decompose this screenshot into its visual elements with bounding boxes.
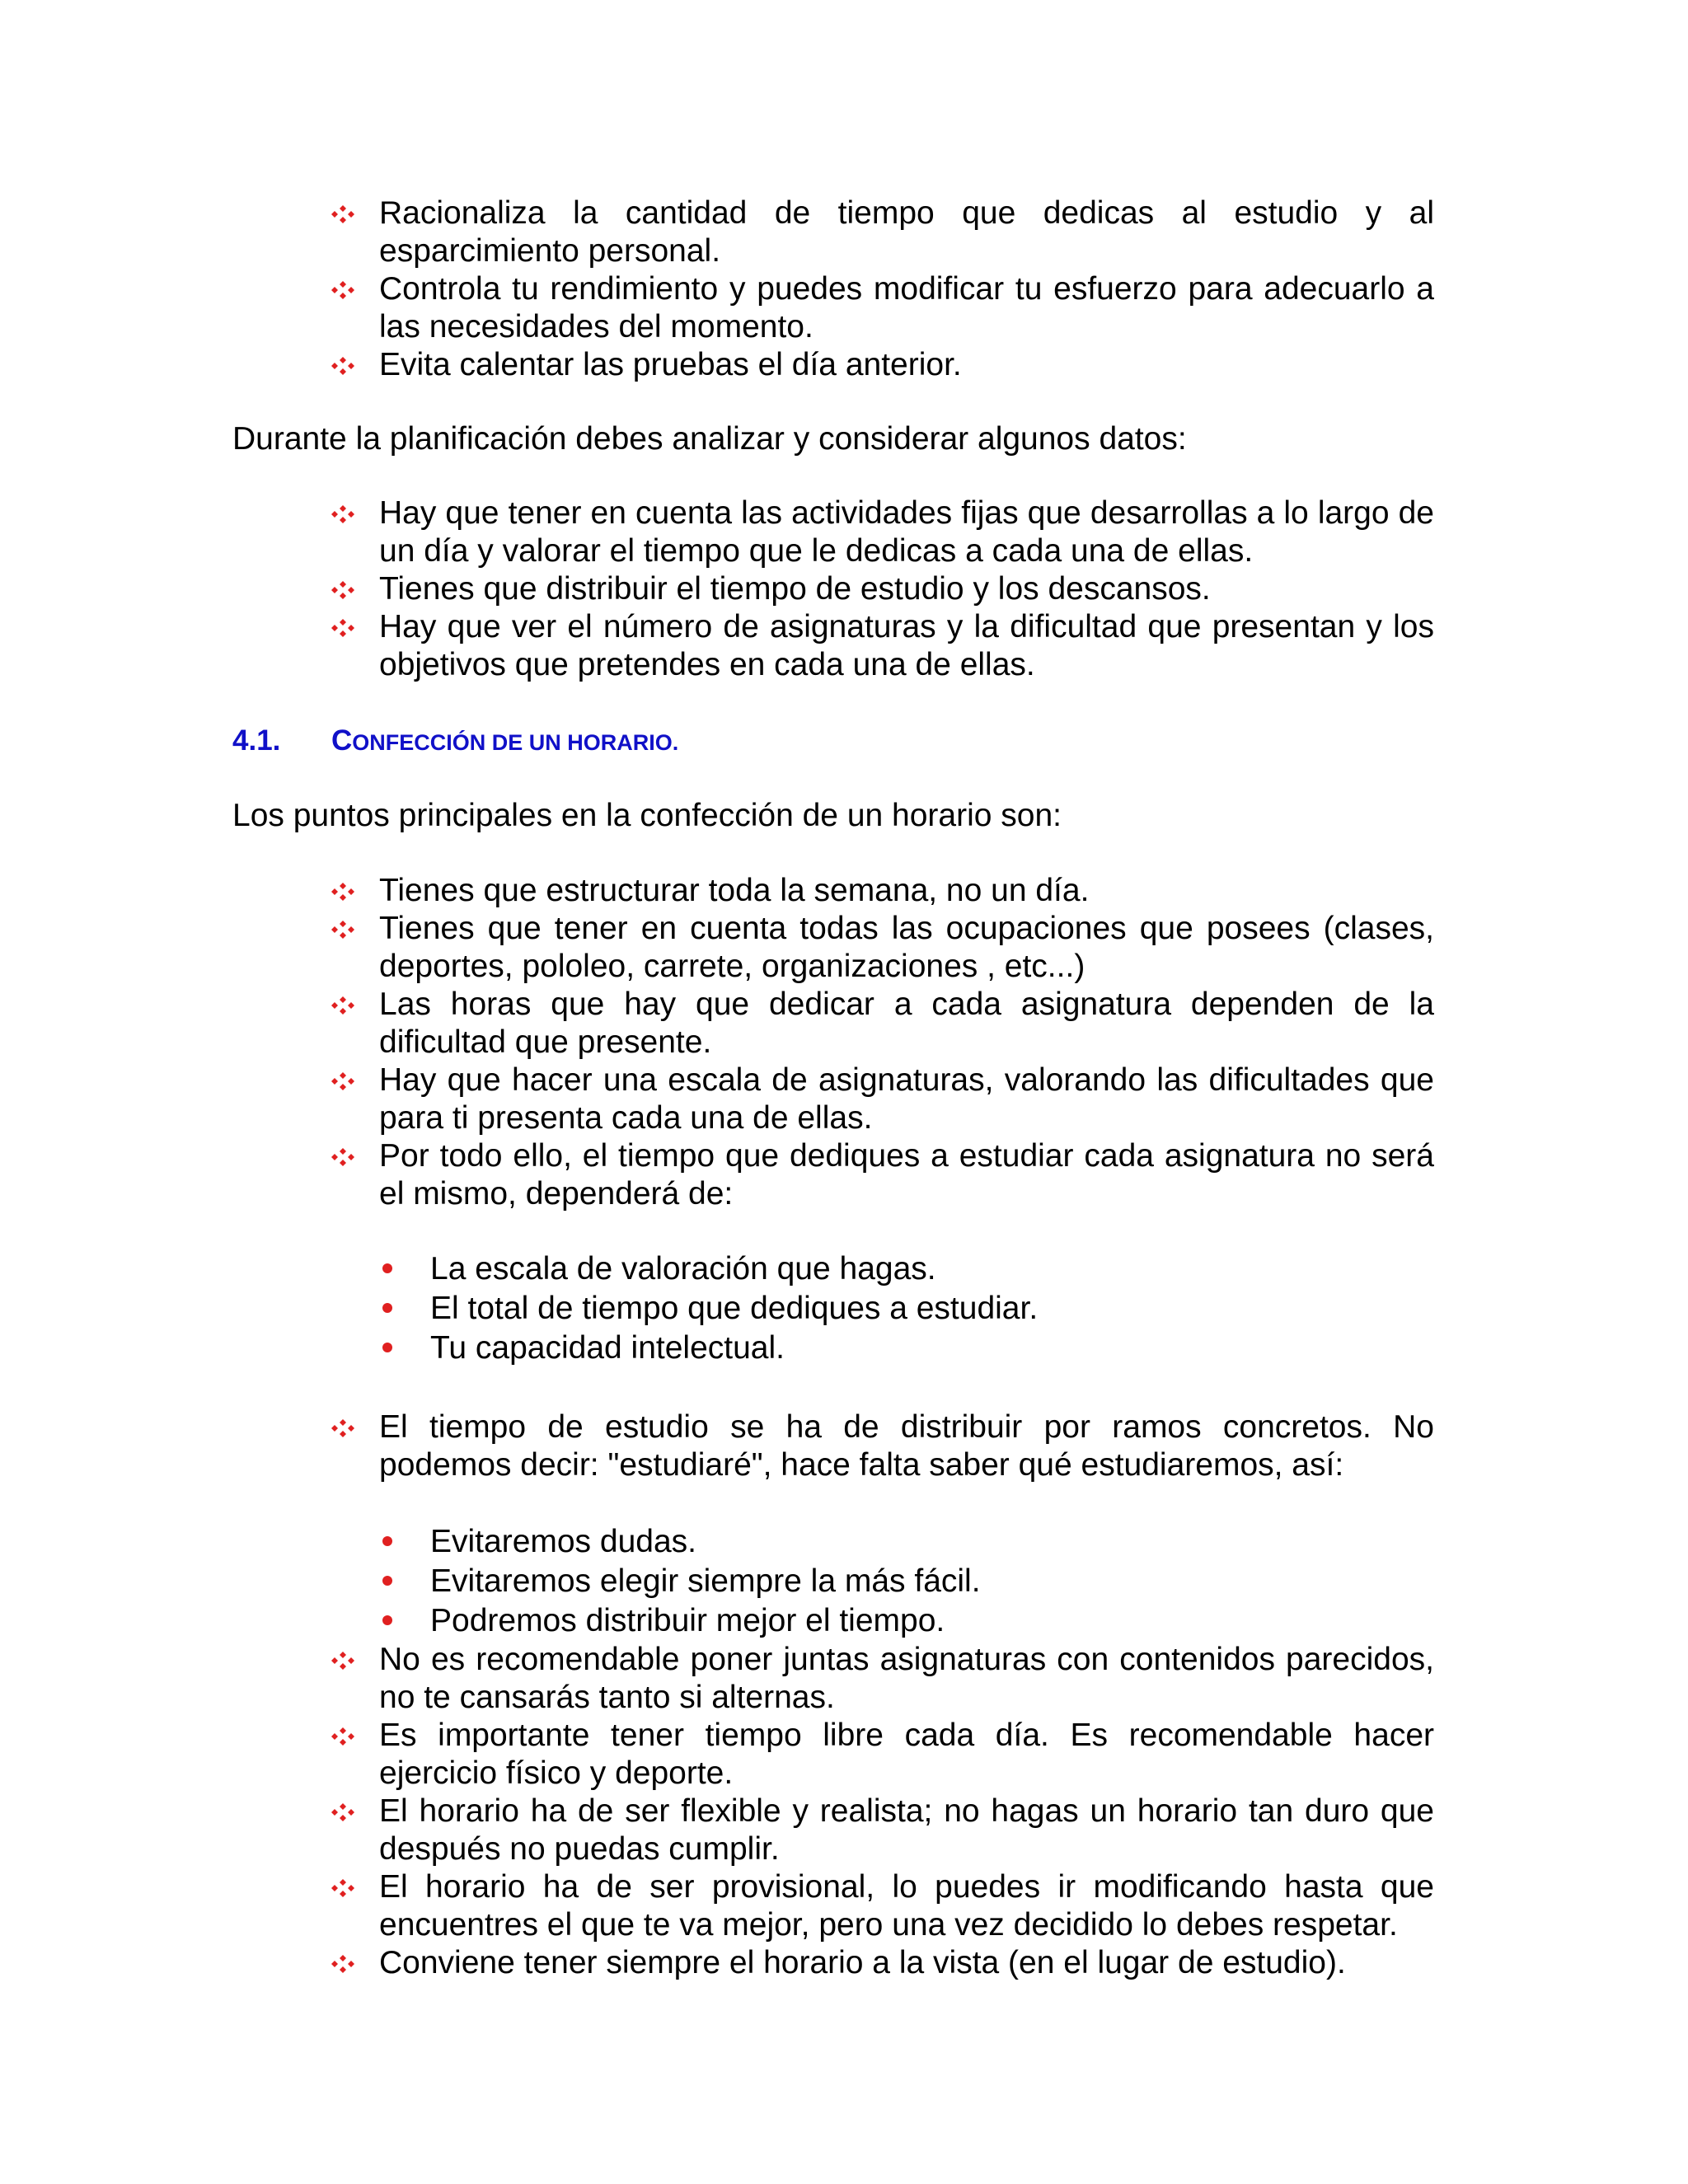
round-dot-bullet-icon — [382, 1263, 392, 1273]
sub-list-item-text: Podremos distribuir mejor el tiempo. — [430, 1603, 945, 1638]
list-item-text: Las horas que hay que dedicar a cada asignatura dependen de la dificultad que presente. — [379, 987, 1434, 1060]
sub-list-item-text: El total de tiempo que dediques a estudiar. — [430, 1291, 1039, 1326]
list-item — [330, 910, 1434, 986]
four-diamond-bullet-icon — [330, 581, 356, 599]
depends-sub-list — [381, 1249, 1370, 1368]
four-diamond-bullet-icon — [330, 996, 356, 1015]
benefits-sub-list — [381, 1522, 1370, 1641]
sub-list-item-text: Evitaremos dudas. — [430, 1524, 696, 1559]
planning-intro-paragraph: Durante la planificación debes analizar y considerar algunos datos: — [232, 421, 1187, 457]
distribute-bullet-list — [330, 1408, 1434, 1484]
list-item — [330, 1793, 1434, 1868]
round-dot-bullet-icon — [382, 1343, 392, 1352]
schedule-bullet-list — [330, 872, 1434, 1213]
list-item — [330, 1717, 1434, 1793]
list-item — [330, 346, 1434, 384]
sub-list-item — [381, 1249, 1370, 1289]
four-diamond-bullet-icon — [330, 1955, 356, 1973]
sub-list-item — [381, 1289, 1370, 1329]
list-item-text: Conviene tener siempre el horario a la vista (en el lugar de estudio). — [379, 1945, 1346, 1980]
list-item-text: Hay que hacer una escala de asignaturas, valorando las dificultades que para ti presenta cada una de ellas. — [379, 1062, 1434, 1136]
list-item — [330, 570, 1434, 608]
list-item-text: El horario ha de ser flexible y realista; no hagas un horario tan duro que después no puedas cumplir. — [379, 1793, 1434, 1867]
section-title-rest: ONFECCIÓN DE UN HORARIO. — [352, 730, 679, 755]
sub-list-item-text: La escala de valoración que hagas. — [430, 1251, 936, 1286]
list-item — [330, 194, 1434, 270]
section-heading — [232, 722, 678, 762]
list-item — [330, 1408, 1434, 1484]
four-diamond-bullet-icon — [330, 921, 356, 939]
list-item-text: Evita calentar las pruebas el día anterior. — [379, 347, 962, 382]
sub-list-item — [381, 1329, 1370, 1368]
four-diamond-bullet-icon — [330, 619, 356, 637]
four-diamond-bullet-icon — [330, 1727, 356, 1746]
four-diamond-bullet-icon — [330, 883, 356, 901]
list-item — [330, 494, 1434, 570]
four-diamond-bullet-icon — [330, 1652, 356, 1670]
sub-list-item-text: Tu capacidad intelectual. — [430, 1330, 785, 1366]
list-item-text: No es recomendable poner juntas asignaturas con contenidos parecidos, no te cansarás tanto si alternas. — [379, 1642, 1434, 1715]
list-item — [330, 986, 1434, 1062]
list-item — [330, 1944, 1434, 1982]
final-bullet-list — [330, 1641, 1434, 1982]
list-item — [330, 1062, 1434, 1137]
list-item-text: Controla tu rendimiento y puedes modificar tu esfuerzo para adecuarlo a las necesidades del momento. — [379, 271, 1434, 344]
four-diamond-bullet-icon — [330, 357, 356, 375]
section-title-initial: C — [331, 724, 353, 757]
four-diamond-bullet-icon — [330, 1419, 356, 1437]
list-item — [330, 270, 1434, 346]
sub-list-item — [381, 1522, 1370, 1562]
list-item — [330, 1641, 1434, 1717]
list-item-text: Es importante tener tiempo libre cada día. Es recomendable hacer ejercicio físico y deporte. — [379, 1718, 1434, 1791]
list-item-text: Hay que ver el número de asignaturas y la dificultad que presentan y los objetivos que pretendes en cada una de ellas. — [379, 609, 1434, 682]
four-diamond-bullet-icon — [330, 281, 356, 299]
list-item-text: Tienes que tener en cuenta todas las ocupaciones que posees (clases, deportes, pololeo, carrete, organizaciones , etc...) — [379, 911, 1434, 984]
list-item-text: Por todo ello, el tiempo que dediques a estudiar cada asignatura no será el mismo, dependerá de: — [379, 1138, 1434, 1212]
four-diamond-bullet-icon — [330, 1148, 356, 1166]
four-diamond-bullet-icon — [330, 205, 356, 223]
round-dot-bullet-icon — [382, 1576, 392, 1586]
list-item-text: Tienes que distribuir el tiempo de estudio y los descansos. — [379, 571, 1211, 607]
round-dot-bullet-icon — [382, 1615, 392, 1625]
four-diamond-bullet-icon — [330, 505, 356, 523]
sub-list-item — [381, 1601, 1370, 1641]
four-diamond-bullet-icon — [330, 1803, 356, 1821]
list-item-text: Racionaliza la cantidad de tiempo que dedicas al estudio y al esparcimiento personal. — [379, 195, 1434, 269]
planning-bullet-list — [330, 494, 1434, 684]
list-item-text: Hay que tener en cuenta las actividades fijas que desarrollas a lo largo de un día y valorar el tiempo que le dedicas a cada una de ellas. — [379, 495, 1434, 569]
schedule-intro-paragraph: Los puntos principales en la confección de un horario son: — [232, 798, 1062, 833]
section-number: 4.1. — [232, 724, 281, 757]
list-item — [330, 872, 1434, 910]
four-diamond-bullet-icon — [330, 1072, 356, 1090]
intro-bullet-list — [330, 194, 1434, 384]
four-diamond-bullet-icon — [330, 1879, 356, 1897]
list-item — [330, 1868, 1434, 1944]
round-dot-bullet-icon — [382, 1303, 392, 1313]
list-item-text: El horario ha de ser provisional, lo puedes ir modificando hasta que encuentres el que te va mejor, pero una vez decidido lo debes respetar. — [379, 1869, 1434, 1943]
sub-list-item-text: Evitaremos elegir siempre la más fácil. — [430, 1563, 981, 1599]
list-item — [330, 1137, 1434, 1213]
list-item — [330, 608, 1434, 684]
list-item-text: El tiempo de estudio se ha de distribuir por ramos concretos. No podemos decir: "estudiaré", hace falta saber qué estudiaremos, así: — [379, 1409, 1434, 1483]
sub-list-item — [381, 1562, 1370, 1601]
round-dot-bullet-icon — [382, 1536, 392, 1546]
list-item-text: Tienes que estructurar toda la semana, no un día. — [379, 873, 1090, 908]
